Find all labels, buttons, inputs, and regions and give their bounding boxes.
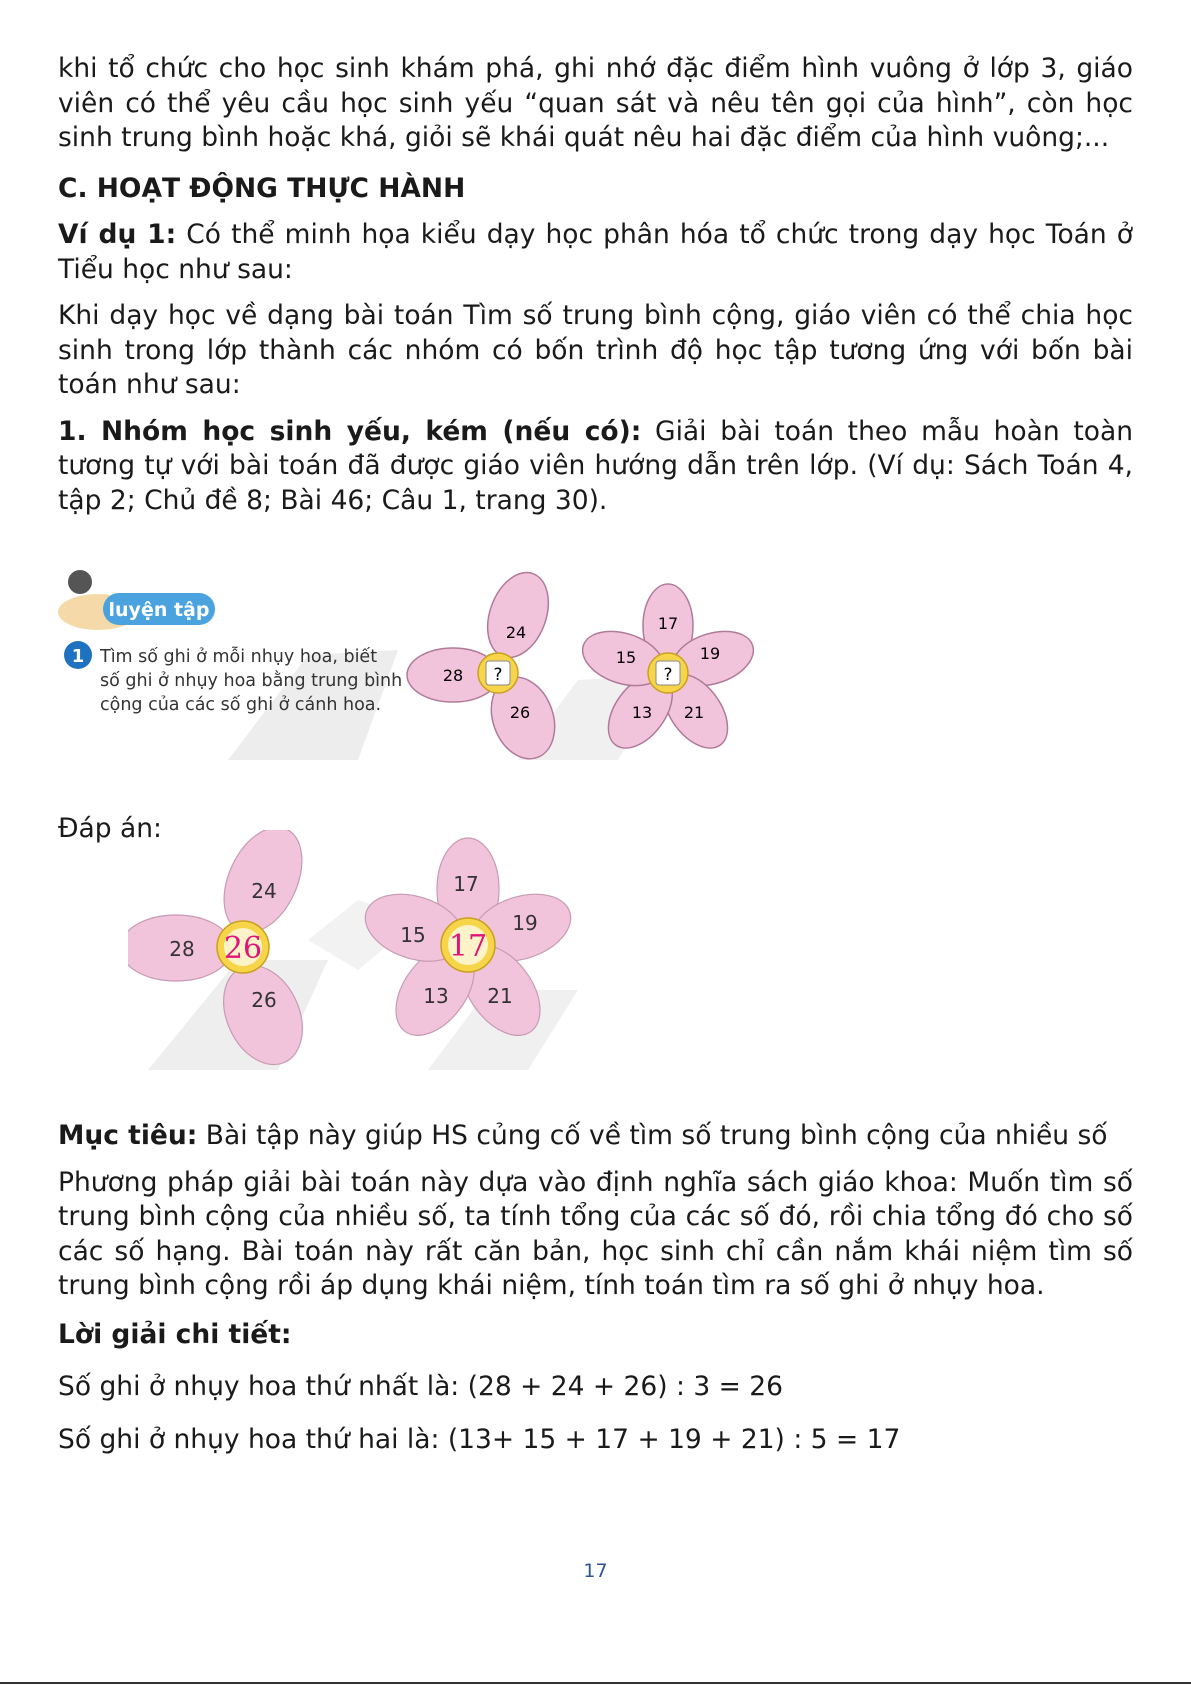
exercise-flower-1 (407, 570, 566, 760)
petal-value: 17 (657, 614, 679, 633)
answer-figure (128, 830, 598, 1070)
page-number: 17 (583, 1560, 608, 1582)
instruction-line-3: cộng của các số ghi ở cánh hoa. (100, 695, 382, 715)
petal-value: 24 (251, 879, 277, 903)
petal (477, 570, 560, 666)
instruction-line-1: Tìm số ghi ở mỗi nhụy hoa, biết (100, 647, 378, 667)
luyen-tap-badge (58, 570, 215, 630)
petal-value: 28 (169, 937, 195, 961)
petal-value: 13 (631, 703, 653, 722)
petal-value: 24 (505, 623, 527, 642)
petal-value: 13 (423, 984, 449, 1008)
goal-text: Bài tập này giúp HS củng cố về tìm số trung bình cộng của nhiều số (197, 1120, 1108, 1151)
petal-value: 15 (615, 648, 637, 667)
center-value: ? (663, 665, 673, 685)
petal-value: 17 (453, 872, 479, 896)
answer-label: Đáp án: (58, 813, 162, 844)
lower-body (58, 1119, 1133, 1457)
petal-value: 19 (699, 644, 721, 663)
solution-line-1: Số ghi ở nhụy hoa thứ nhất là: (28 + 24 + 26) : 3 = 26 (58, 1371, 784, 1402)
answer-value: 26 (223, 931, 263, 966)
goal-label: Mục tiêu: (58, 1120, 198, 1151)
example-1-label: Ví dụ 1: (58, 219, 177, 250)
example-1-text: Có thể minh họa kiểu dạy học phân hóa tổ chức trong dạy học Toán ở Tiểu học như sau: (58, 219, 1133, 285)
paragraph-method: Phương pháp giải bài toán này dựa vào định nghĩa sách giáo khoa: Muốn tìm số trung bình cộng của nhiều số, ta tính tổng của các số đó, rồi chia tổng đó cho số các số hạng. Bài toán này rất căn bản, học sinh chỉ cần nắm khái niệm tìm số trung bình cộng rồi áp dụng khái niệm, tính toán tìm ra số ghi ở nhụy hoa. (58, 1166, 1133, 1301)
center-value: ? (493, 665, 503, 685)
petal-value: 15 (400, 923, 426, 947)
petal-value: 26 (509, 703, 531, 722)
petal-value: 19 (512, 911, 538, 935)
exercise-number: 1 (71, 646, 85, 667)
paragraph-example-1 (58, 218, 1133, 287)
page-body (58, 52, 1133, 518)
solution-heading: Lời giải chi tiết: (58, 1318, 292, 1350)
paragraph-groups: Khi dạy học về dạng bài toán Tìm số trung bình cộng, giáo viên có thể chia học sinh trong lớp thành các nhóm có bốn trình độ học tập tương ứng với bốn bài toán như sau: (58, 300, 1133, 400)
bottom-border (0, 1682, 1191, 1684)
exercise-figure (58, 570, 758, 760)
answer-value: 17 (448, 929, 488, 964)
group-1-text: Giải bài toán theo mẫu hoàn toàn tương tự với bài toán đã được giáo viên hướng dẫn trên lớp. (Ví dụ: Sách Toán 4, tập 2; Chủ đề 8; Bài 46; Câu 1, trang 30). (58, 415, 1133, 516)
solution-line-2: Số ghi ở nhụy hoa thứ hai là: (13+ 15 + 17 + 19 + 21) : 5 = 17 (58, 1423, 901, 1455)
petal-value: 28 (442, 666, 464, 685)
paragraph-intro: khi tổ chức cho học sinh khám phá, ghi nhớ đặc điểm hình vuông ở lớp 3, giáo viên có thể yêu cầu học sinh yếu “quan sát và nêu tên gọi của hình”, còn học sinh trung bình hoặc khá, giỏi sẽ khái quát nêu hai đặc điểm của hình vuông;... (58, 53, 1133, 153)
group-1-label: 1. Nhóm học sinh yếu, kém (nếu có): (58, 415, 642, 447)
badge-text: luyện tập (108, 599, 210, 621)
section-heading-c: C. HOẠT ĐỘNG THỰC HÀNH (58, 172, 466, 204)
petal-value: 21 (487, 984, 513, 1008)
petal-value: 21 (683, 703, 705, 722)
instruction-line-2: số ghi ở nhụy hoa bằng trung bình (100, 671, 403, 691)
paragraph-goal (58, 1119, 1133, 1154)
petal-value: 26 (251, 988, 277, 1012)
paragraph-group-1 (58, 415, 1133, 519)
